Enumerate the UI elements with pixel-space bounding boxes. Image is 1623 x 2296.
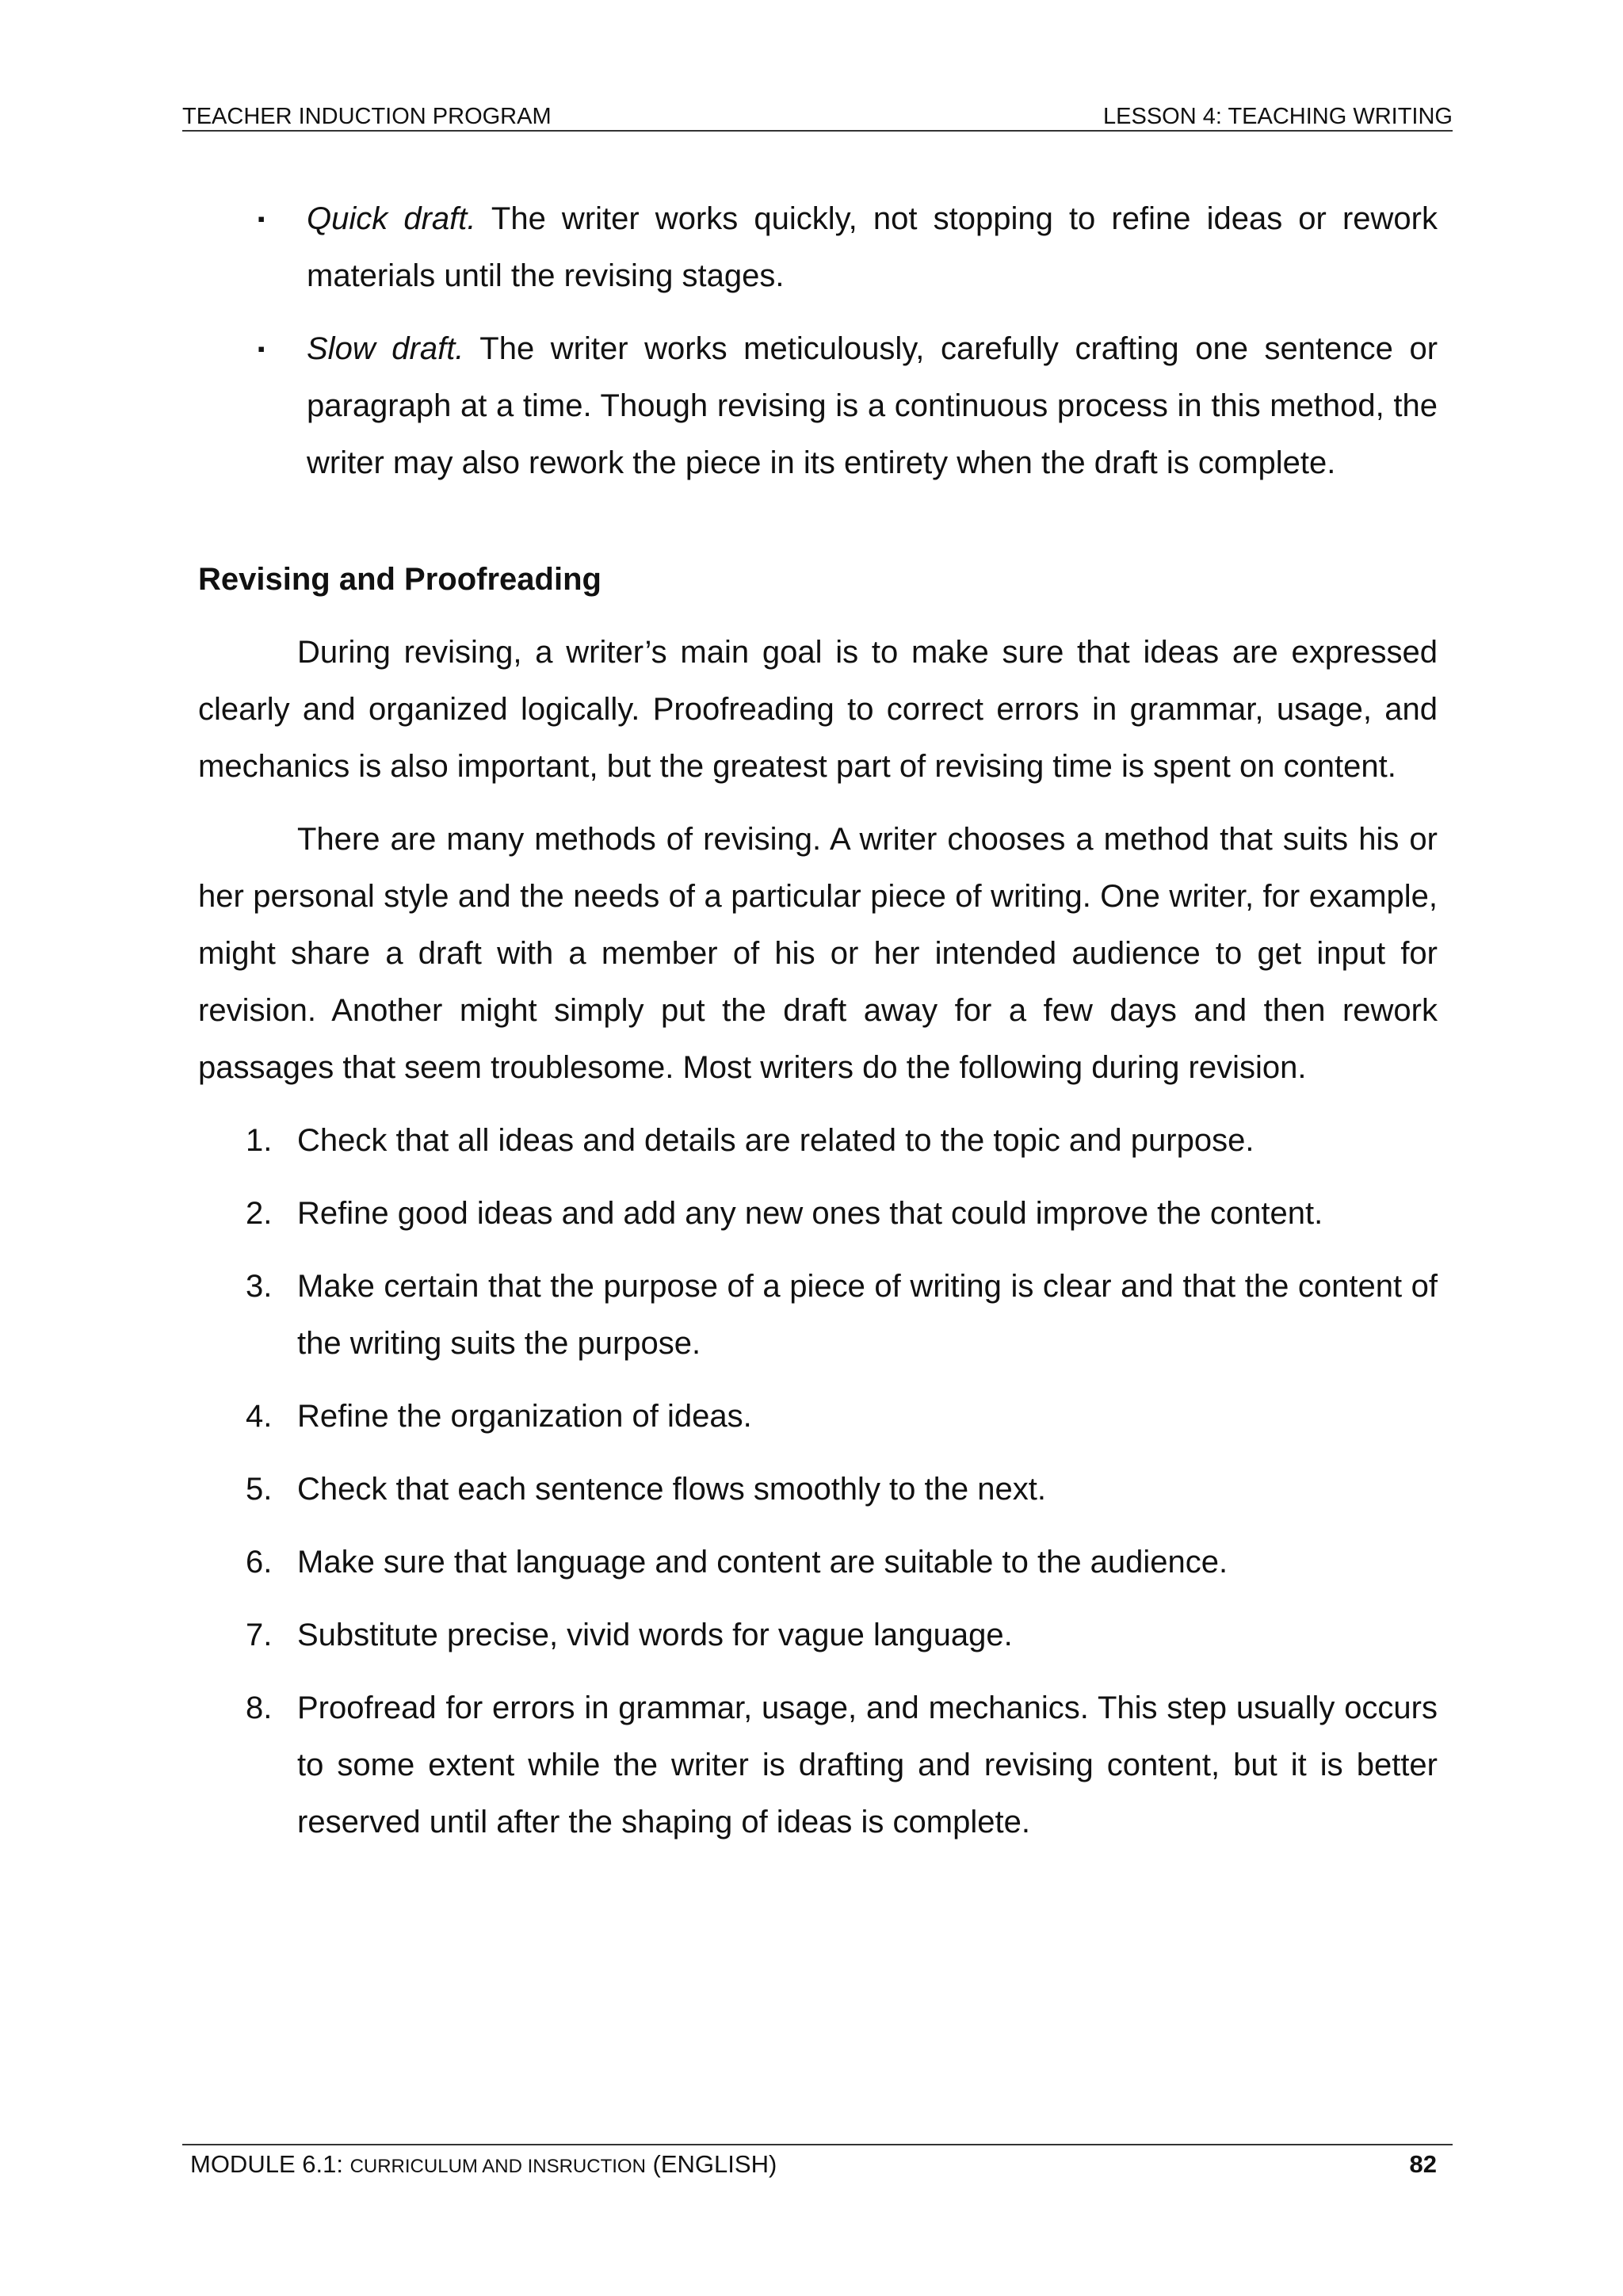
bullet-term: Quick draft. bbox=[307, 201, 476, 236]
list-number: 3. bbox=[246, 1269, 273, 1304]
list-number: 1. bbox=[246, 1123, 273, 1158]
footer-module-label bbox=[190, 2145, 777, 2186]
list-number: 5. bbox=[246, 1472, 273, 1507]
list-item-text: Check that each sentence flows smoothly to the next. bbox=[297, 1472, 1046, 1507]
square-bullet-icon: ▪ bbox=[258, 207, 265, 231]
paragraph: There are many methods of revising. A writer chooses a method that suits his or her personal style and the needs of a particular piece of writing. One writer, for example, might share a draft with a member of his or her intended audience to get input for revision. Another might simply put the draft away for a few days and then rework passages that seem troublesome. Most writers do the following during revision. bbox=[198, 822, 1438, 1085]
footer-module: MODULE 6.1: bbox=[190, 2150, 350, 2178]
numbered-list-item bbox=[198, 1679, 1438, 1851]
bullet-text: The writer works quickly, not stopping to refine ideas or rework materials until the revising stages. bbox=[307, 201, 1438, 293]
numbered-list-item bbox=[198, 1606, 1438, 1664]
list-number: 8. bbox=[246, 1690, 273, 1725]
page-body bbox=[198, 190, 1438, 1866]
numbered-list-item bbox=[198, 1534, 1438, 1591]
list-number: 6. bbox=[246, 1545, 273, 1580]
list-item-text: Make sure that language and content are suitable to the audience. bbox=[297, 1545, 1228, 1580]
list-item-text: Refine the organization of ideas. bbox=[297, 1399, 752, 1434]
bullet-term: Slow draft. bbox=[307, 331, 464, 366]
list-item-text: Refine good ideas and add any new ones that could improve the content. bbox=[297, 1196, 1323, 1231]
numbered-list-item bbox=[198, 1112, 1438, 1169]
bullet-item bbox=[198, 190, 1438, 304]
page-number: 82 bbox=[1409, 2150, 1437, 2178]
numbered-list-item bbox=[198, 1388, 1438, 1445]
list-number: 2. bbox=[246, 1196, 273, 1231]
list-item-text: Check that all ideas and details are related to the topic and purpose. bbox=[297, 1123, 1254, 1158]
paragraph: During revising, a writer’s main goal is to make sure that ideas are expressed clearly and organized logically. Proofreading to correct errors in grammar, usage, and mechanics is also important, but the greatest part of revising time is spent on content. bbox=[198, 635, 1438, 784]
header-lesson-title: LESSON 4: TEACHING WRITING bbox=[1103, 104, 1453, 129]
page-header bbox=[182, 94, 1453, 132]
list-item-text: Proofread for errors in grammar, usage, and mechanics. This step usually occurs to some extent while the writer is drafting and revising content, but it is better reserved until after the shaping of ideas is complete. bbox=[297, 1690, 1438, 1839]
list-item-text: Substitute precise, vivid words for vague language. bbox=[297, 1618, 1013, 1652]
footer-course: CURRICULUM AND INSRUCTION bbox=[349, 2156, 646, 2177]
numbered-list-item bbox=[198, 1185, 1438, 1242]
header-program-title: TEACHER INDUCTION PROGRAM bbox=[182, 104, 552, 129]
square-bullet-icon: ▪ bbox=[258, 337, 265, 361]
numbered-list-item bbox=[198, 1461, 1438, 1518]
list-item-text: Make certain that the purpose of a piece of writing is clear and that the content of the writing suits the purpose. bbox=[297, 1269, 1438, 1361]
bullet-text: The writer works meticulously, carefully crafting one sentence or paragraph at a time. Though revising is a continuous process in this method, the writer may also rework the piece in its entirety when the draft is complete. bbox=[307, 331, 1438, 480]
list-number: 4. bbox=[246, 1399, 273, 1434]
footer-subject: (ENGLISH) bbox=[645, 2150, 777, 2178]
bullet-item bbox=[198, 320, 1438, 491]
list-number: 7. bbox=[246, 1618, 273, 1652]
numbered-list-item bbox=[198, 1258, 1438, 1372]
page-footer bbox=[182, 2144, 1453, 2183]
section-heading: Revising and Proofreading bbox=[198, 562, 601, 597]
